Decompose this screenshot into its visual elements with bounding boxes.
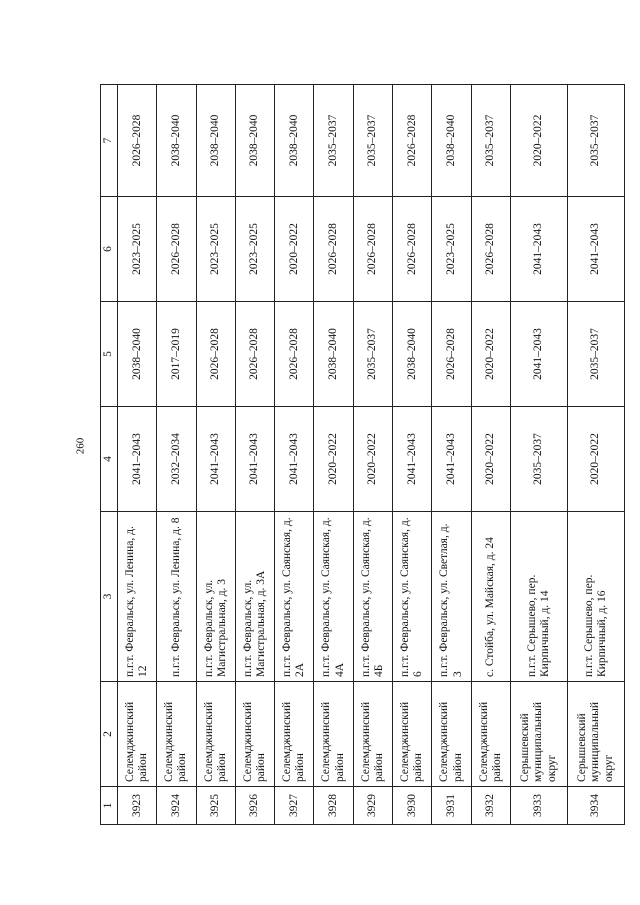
column-header: 2 [101, 682, 118, 787]
column-header: 6 [101, 197, 118, 302]
period-cell-6: 2023–2025 [432, 197, 471, 302]
period-cell-5: 2026–2028 [235, 302, 274, 407]
table-row [157, 85, 196, 825]
address-cell: п.г.т. Февральск, ул. Саянская, д. 4Б [353, 512, 392, 682]
district-cell: Селемджинский район [432, 682, 471, 787]
address-cell: п.г.т. Февральск, ул. Ленина, д. 12 [118, 512, 157, 682]
period-cell-5: 2026–2028 [432, 302, 471, 407]
period-cell-7: 2038–2040 [432, 85, 471, 197]
period-cell-4: 2041–2043 [393, 407, 432, 512]
period-cell-7: 2035–2037 [314, 85, 353, 197]
period-cell-6: 2026–2028 [471, 197, 510, 302]
period-cell-4: 2032–2034 [157, 407, 196, 512]
address-cell: п.г.т. Февральск, ул. Ленина, д. 8 [157, 512, 196, 682]
address-cell: п.г.т. Февральск, ул. Саянская, д. 2А [275, 512, 314, 682]
period-cell-5: 2035–2037 [567, 302, 624, 407]
district-cell: Селемджинский район [157, 682, 196, 787]
address-cell: п.г.т. Февральск, ул. Магистральная, д. 3А [235, 512, 274, 682]
row-number: 3932 [471, 787, 510, 825]
period-cell-7: 2035–2037 [567, 85, 624, 197]
period-cell-6: 2026–2028 [353, 197, 392, 302]
page-number: 260 [74, 437, 87, 455]
period-cell-5: 2038–2040 [118, 302, 157, 407]
row-number: 3930 [393, 787, 432, 825]
period-cell-7: 2038–2040 [235, 85, 274, 197]
table-row [196, 85, 235, 825]
period-cell-4: 2035–2037 [510, 407, 567, 512]
period-cell-6: 2041–2043 [567, 197, 624, 302]
district-cell: Селемджинский район [118, 682, 157, 787]
period-cell-5: 2038–2040 [314, 302, 353, 407]
row-number: 3934 [567, 787, 624, 825]
table-row [432, 85, 471, 825]
period-cell-7: 2038–2040 [275, 85, 314, 197]
column-header: 4 [101, 407, 118, 512]
period-cell-7: 2038–2040 [196, 85, 235, 197]
district-cell: Селемджинский район [471, 682, 510, 787]
column-header: 1 [101, 787, 118, 825]
period-cell-5: 2035–2037 [353, 302, 392, 407]
period-cell-7: 2020–2022 [510, 85, 567, 197]
table-row [275, 85, 314, 825]
period-cell-4: 2041–2043 [196, 407, 235, 512]
table-row [471, 85, 510, 825]
address-cell: п.г.т. Февральск, ул. Саянская, д. 6 [393, 512, 432, 682]
period-cell-6: 2026–2028 [314, 197, 353, 302]
row-number: 3929 [353, 787, 392, 825]
row-number: 3933 [510, 787, 567, 825]
period-cell-6: 2026–2028 [157, 197, 196, 302]
period-cell-5: 2026–2028 [196, 302, 235, 407]
period-cell-6: 2020–2022 [275, 197, 314, 302]
table-body [118, 85, 625, 825]
header-row [101, 85, 118, 825]
period-cell-5: 2020–2022 [471, 302, 510, 407]
district-cell: Селемджинский район [314, 682, 353, 787]
district-cell: Селемджинский район [353, 682, 392, 787]
address-cell: п.г.т. Серышево, пер. Кирпичный, д. 14 [510, 512, 567, 682]
period-cell-5: 2041–2043 [510, 302, 567, 407]
rotated-table-inner [100, 85, 625, 825]
row-number: 3928 [314, 787, 353, 825]
period-cell-5: 2026–2028 [275, 302, 314, 407]
row-number: 3927 [275, 787, 314, 825]
district-cell: Селемджинский район [196, 682, 235, 787]
period-cell-4: 2041–2043 [275, 407, 314, 512]
table-row [353, 85, 392, 825]
period-cell-6: 2041–2043 [510, 197, 567, 302]
column-header: 7 [101, 85, 118, 197]
table-row [567, 85, 624, 825]
period-cell-7: 2035–2037 [353, 85, 392, 197]
period-cell-5: 2038–2040 [393, 302, 432, 407]
period-cell-5: 2017–2019 [157, 302, 196, 407]
row-number: 3923 [118, 787, 157, 825]
row-number: 3925 [196, 787, 235, 825]
period-cell-4: 2020–2022 [314, 407, 353, 512]
period-cell-4: 2020–2022 [353, 407, 392, 512]
period-cell-4: 2020–2022 [471, 407, 510, 512]
table-row [510, 85, 567, 825]
district-cell: Селемджинский район [235, 682, 274, 787]
column-header: 3 [101, 512, 118, 682]
district-cell: Селемджинский район [393, 682, 432, 787]
district-cell: Селемджинский район [275, 682, 314, 787]
address-cell: с. Стойба, ул. Майская, д. 24 [471, 512, 510, 682]
table-row [314, 85, 353, 825]
address-cell: п.г.т. Февральск, ул. Магистральная, д. 3 [196, 512, 235, 682]
district-cell: Серышевский муниципальный округ [510, 682, 567, 787]
address-cell: п.г.т. Серышево, пер. Кирпичный, д. 16 [567, 512, 624, 682]
period-cell-7: 2026–2028 [393, 85, 432, 197]
row-number: 3931 [432, 787, 471, 825]
row-number: 3924 [157, 787, 196, 825]
row-number: 3926 [235, 787, 274, 825]
address-cell: п.г.т. Февральск, ул. Саянская, д. 4А [314, 512, 353, 682]
period-cell-7: 2038–2040 [157, 85, 196, 197]
column-header: 5 [101, 302, 118, 407]
period-cell-4: 2020–2022 [567, 407, 624, 512]
period-cell-4: 2041–2043 [432, 407, 471, 512]
table-row [235, 85, 274, 825]
rotated-table-wrapper [100, 85, 625, 825]
period-cell-7: 2026–2028 [118, 85, 157, 197]
period-cell-6: 2026–2028 [393, 197, 432, 302]
period-cell-4: 2041–2043 [118, 407, 157, 512]
period-cell-4: 2041–2043 [235, 407, 274, 512]
district-cell: Серышевский муниципальный округ [567, 682, 624, 787]
table-row [118, 85, 157, 825]
period-cell-6: 2023–2025 [235, 197, 274, 302]
period-cell-6: 2023–2025 [118, 197, 157, 302]
period-cell-6: 2023–2025 [196, 197, 235, 302]
period-cell-7: 2035–2037 [471, 85, 510, 197]
table-row [393, 85, 432, 825]
address-cell: п.г.т. Февральск, ул. Светлая, д. 3 [432, 512, 471, 682]
schedule-table [100, 84, 625, 825]
